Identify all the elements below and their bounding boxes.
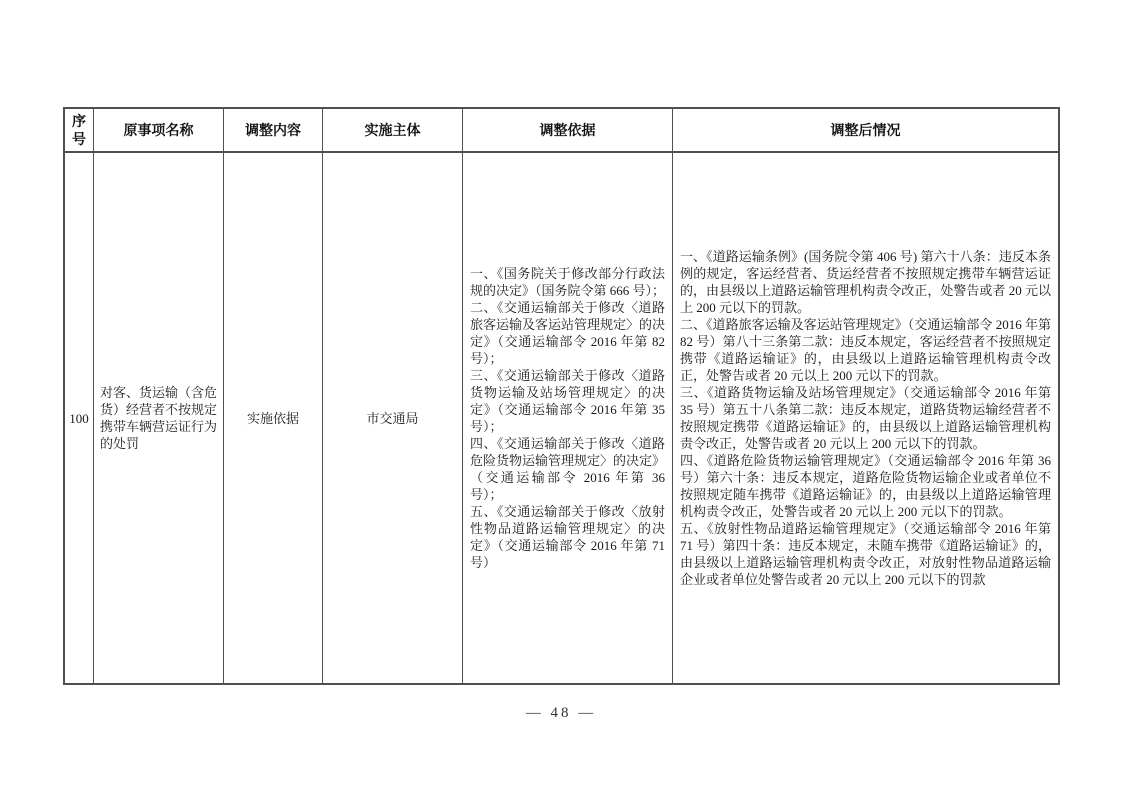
page-number: — 48 — [525, 705, 597, 721]
basis-item-2: 二、《交通运输部关于修改〈道路旅客运输及客运站管理规定〉的决定》（交通运输部令 2016 年第 82 号）； [470, 300, 666, 366]
cell-seq-number: 100 [65, 153, 94, 683]
after-item-2: 二、《道路旅客运输及客运站管理规定》（交通运输部令 2016 年第 82 号）第八十三条第二款：违反本规定，客运经营者不按照规定携带《道路运输证》的，由县级以上道路运输管理机构责令改正，处警告或者 20 元以上 200 元以下的罚款。 [680, 317, 1051, 383]
after-item-5: 五、《放射性物品道路运输管理规定》（交通运输部令 2016 年第 71 号）第四十条：违反本规定，未随车携带《道路运输证》的，由县级以上道路运输管理机构责令改正，对放射性物品道路运输企业或者单位处警告或者 20 元以上 200 元以下的罚款 [680, 521, 1051, 587]
table-row [65, 153, 1058, 683]
basis-item-3: 三、《交通运输部关于修改〈道路货物运输及站场管理规定〉的决定》（交通运输部令 2016 年第 35 号）； [470, 368, 665, 434]
cell-after-situation [673, 153, 1058, 683]
col-header-basis: 调整依据 [463, 109, 673, 151]
col-header-after: 调整后情况 [830, 121, 901, 138]
col-header-implementer: 实施主体 [323, 109, 463, 151]
basis-item-5: 五、《交通运输部关于修改〈放射性物品道路运输管理规定〉的决定》（交通运输部令 2016 年第 71 号） [470, 504, 665, 570]
cell-item-name: 对客、货运输（含危货）经营者不按规定携带车辆营运证行为的处罚 [94, 153, 224, 683]
cell-implementer: 市交通局 [323, 153, 463, 683]
after-item-4: 四、《道路危险货物运输管理规定》（交通运输部令 2016 年第 36 号）第六十条：违反本规定，道路危险货物运输企业或者单位不按照规定随车携带《道路运输证》的，由县级以上道路运输管理机构责令改正，处警告或者 20 元以上 200 元以下的罚款。 [680, 453, 1051, 519]
after-item-1: 一、《道路运输条例》(国务院令第 406 号) 第六十八条：违反本条例的规定，客运经营者、货运经营者不按照规定携带车辆营运证的，由县级以上道路运输管理机构责令改正，处警告或者 20 元以上 200 元以下的罚款。 [680, 249, 1051, 315]
basis-item-4: 四、《交通运输部关于修改〈道路危险货物运输管理规定〉的决定》（交通运输部令 2016 年第 36 号）； [470, 436, 666, 502]
col-header-adjust-content: 调整内容 [224, 109, 323, 151]
adjustment-items-table [63, 107, 1060, 685]
after-item-3: 三、《道路货物运输及站场管理规定》（交通运输部令 2016 年第 35 号）第五十八条第二款：违反本规定，道路货物运输经营者不按照规定携带《道路运输证》的，由县级以上道路运输管理机构责令改正，处警告或者 20 元以上 200 元以下的罚款。 [680, 385, 1051, 451]
col-header-item-name: 原事项名称 [94, 109, 224, 151]
cell-basis [463, 153, 673, 683]
col-header-seq: 序号 [65, 109, 94, 151]
cell-adjust-content: 实施依据 [224, 153, 323, 683]
table-header-row [65, 109, 1058, 153]
basis-item-1: 一、《国务院关于修改部分行政法规的决定》（国务院令第 666 号）； [470, 266, 666, 298]
